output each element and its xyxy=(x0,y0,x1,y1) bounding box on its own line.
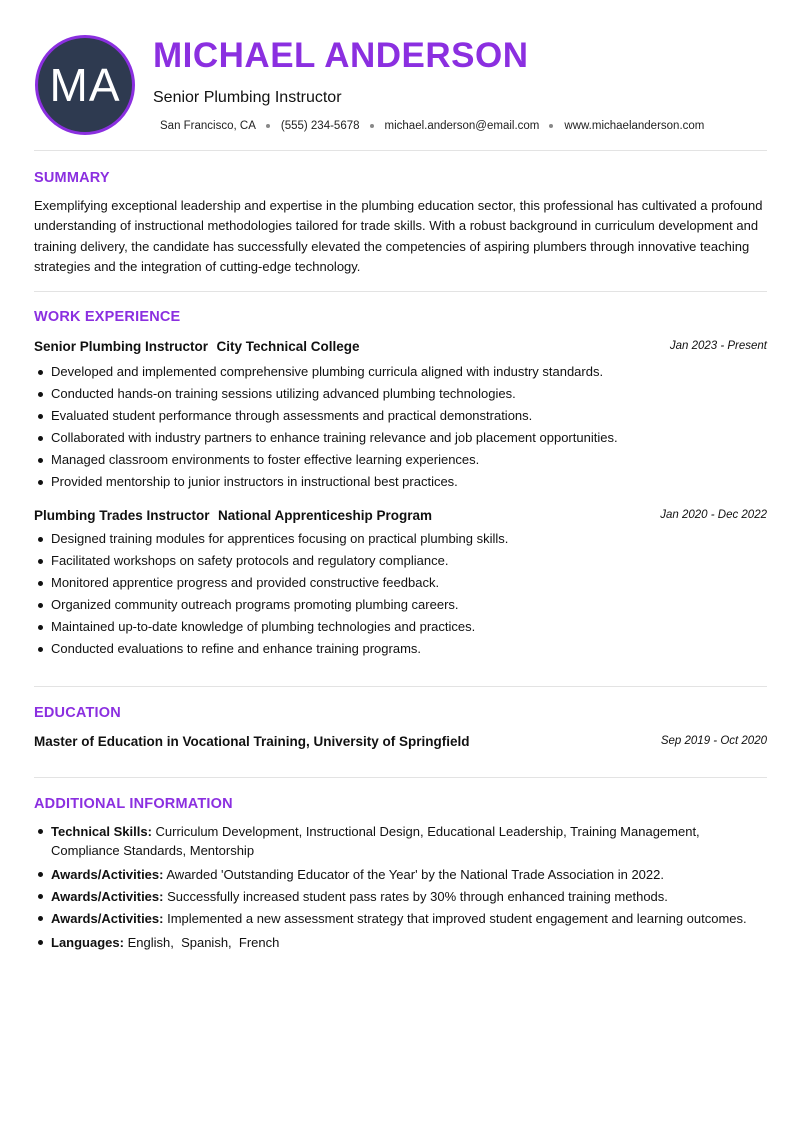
summary-text: Exemplifying exceptional leadership and expertise in the plumbing education sector, this professional has cultivated a profound understanding of instructional methodologies tailored for trade skills. With a robust background in curriculum development and training delivery, the candidate has successfully elevated the competencies of aspiring plumbers through innovative teaching strategies and the integration of cutting-edge technology. xyxy=(34,198,763,274)
additional-info-heading: ADDITIONAL INFORMATION xyxy=(34,796,233,812)
list-item: Managed classroom environments to foster effective learning experiences. xyxy=(34,449,767,471)
list-item: Monitored apprentice progress and provided constructive feedback. xyxy=(34,572,767,594)
list-item: Developed and implemented comprehensive plumbing curricula aligned with industry standards. xyxy=(34,361,767,383)
avatar xyxy=(35,35,135,135)
education-heading: EDUCATION xyxy=(34,705,121,721)
info-label: Awards/Activities: xyxy=(51,911,164,926)
info-label: Languages: xyxy=(51,935,124,950)
list-item xyxy=(34,887,767,906)
separator-dot xyxy=(370,124,374,128)
summary-heading: SUMMARY xyxy=(34,170,110,186)
additional-info-list xyxy=(34,822,767,955)
job-role: Senior Plumbing Instructor xyxy=(34,339,209,354)
divider xyxy=(34,150,767,151)
job-bullets xyxy=(34,528,767,661)
info-text: Implemented a new assessment strategy that improved student engagement and learning outcomes. xyxy=(167,911,747,926)
list-item: Designed training modules for apprentices focusing on practical plumbing skills. xyxy=(34,528,767,550)
job-role: Plumbing Trades Instructor xyxy=(34,508,210,523)
contact-email[interactable]: michael.anderson@email.com xyxy=(384,120,540,132)
job-header xyxy=(34,338,767,356)
candidate-title: Senior Plumbing Instructor xyxy=(153,89,342,106)
list-item xyxy=(34,822,767,860)
list-item: Conducted evaluations to refine and enhance training programs. xyxy=(34,638,767,660)
list-item: Collaborated with industry partners to enhance training relevance and job placement opportunities. xyxy=(34,427,767,449)
list-item: Maintained up-to-date knowledge of plumbing technologies and practices. xyxy=(34,616,767,638)
info-text: Successfully increased student pass rates by 30% through enhanced training methods. xyxy=(167,889,668,904)
info-text: Curriculum Development, Instructional Design, Educational Leadership, Training Management, Compliance Standards, Mentorship xyxy=(51,824,700,858)
job-dates: Jan 2023 - Present xyxy=(669,340,767,352)
avatar-initials: MA xyxy=(49,59,121,111)
job-header xyxy=(34,507,767,525)
education-degree: Master of Education in Vocational Training, University of Springfield xyxy=(34,734,470,749)
work-experience-heading: WORK EXPERIENCE xyxy=(34,309,181,325)
list-item xyxy=(34,933,767,952)
list-item: Provided mentorship to junior instructors in instructional best practices. xyxy=(34,471,767,493)
contact-bar xyxy=(160,120,704,132)
divider xyxy=(34,777,767,778)
education-entry xyxy=(34,733,767,751)
separator-dot xyxy=(266,124,270,128)
info-label: Awards/Activities: xyxy=(51,889,164,904)
divider xyxy=(34,686,767,687)
list-item: Facilitated workshops on safety protocols and regulatory compliance. xyxy=(34,550,767,572)
job-dates: Jan 2020 - Dec 2022 xyxy=(660,509,767,521)
contact-website[interactable]: www.michaelanderson.com xyxy=(564,120,705,132)
education-dates: Sep 2019 - Oct 2020 xyxy=(660,735,767,747)
list-item: Evaluated student performance through assessments and practical demonstrations. xyxy=(34,405,767,427)
separator-dot xyxy=(549,124,553,128)
candidate-name: MICHAEL ANDERSON xyxy=(153,36,529,75)
list-item xyxy=(34,909,767,928)
job-organization: City Technical College xyxy=(216,339,360,354)
info-text: Awarded 'Outstanding Educator of the Year' by the National Trade Association in 2022. xyxy=(166,867,664,882)
contact-phone[interactable]: (555) 234-5678 xyxy=(280,120,360,132)
info-label: Technical Skills: xyxy=(51,824,152,839)
job-organization: National Apprenticeship Program xyxy=(217,508,433,523)
contact-location: San Francisco, CA xyxy=(160,120,256,132)
info-label: Awards/Activities: xyxy=(51,867,164,882)
list-item xyxy=(34,865,767,884)
job-bullets xyxy=(34,361,767,494)
list-item: Conducted hands-on training sessions utilizing advanced plumbing technologies. xyxy=(34,383,767,405)
list-item: Organized community outreach programs promoting plumbing careers. xyxy=(34,594,767,616)
info-text: English, Spanish, French xyxy=(127,935,280,950)
divider xyxy=(34,291,767,292)
